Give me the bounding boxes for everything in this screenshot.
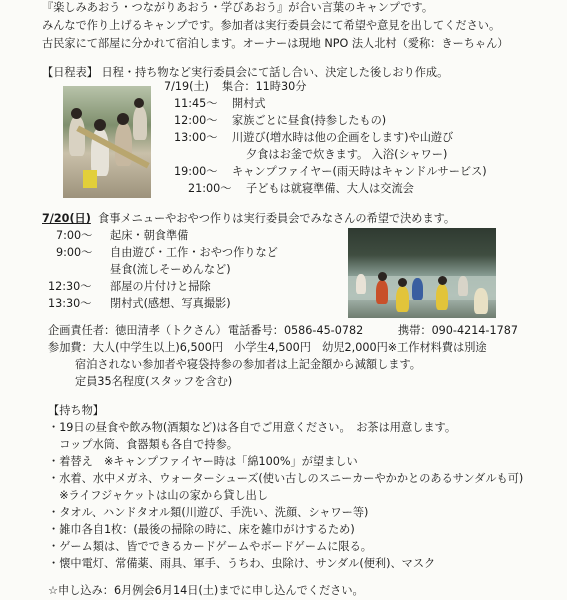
day1-text-2: 家族ごとに昼食(持参したもの) [232, 114, 387, 127]
day2-text-1: 起床・朝食準備 [110, 229, 189, 242]
day2-text-3: 昼食(流しそーめんなど) [110, 263, 231, 276]
day1-text-1: 開村式 [232, 97, 266, 110]
schedule-header: 【日程表】 日程・持ち物など実行委員会にて話し合い、決定した後しおり作成。 [42, 66, 449, 79]
day1-text-6: 子どもは就寝準備、大人は交流会 [246, 182, 414, 195]
belongings-line-1: ・19日の昼食や飲み物(酒類など)は各自でご用意ください。 お茶は用意します。 [48, 421, 457, 434]
capacity: 定員35名程度(スタッフを含む) [75, 375, 233, 388]
day2-text-4: 部屋の片付けと掃除 [110, 280, 211, 293]
belongings-line-3: ・着替え ※キャンプファイヤー時は「綿100%」が望ましい [48, 455, 358, 468]
intro-line-1: 『楽しみあおう・つながりあおう・学びあおう』が合い言葉のキャンプです。 [42, 1, 434, 14]
day2-time-4: 12:30〜 [48, 280, 92, 293]
day1-text-3: 川遊び(増水時は他の企画をします)や山遊び [232, 131, 454, 144]
day1-time-3: 13:00〜 [174, 131, 218, 144]
day2-time-1: 7:00〜 [56, 229, 93, 242]
day1-time-5: 19:00〜 [174, 165, 218, 178]
application-note: ☆申し込み：6月例会6月14日(土)までに申し込んでください。 [48, 584, 364, 597]
day1-gather: 集合：11時30分 [222, 80, 307, 93]
belongings-header: 【持ち物】 [48, 404, 104, 417]
belongings-line-4: ・水着、水中メガネ、ウォーターシューズ(使い古しのスニーカーやかかとのあるサンダルも可) [48, 472, 524, 485]
day2-note: 食事メニューやおやつ作りは実行委員会でみなさんの希望で決めます。 [98, 212, 456, 225]
fee-note: 宿泊されない参加者や寝袋持参の参加者は上記金額から減額します。 [75, 358, 421, 371]
day2-date: 7/20(日) [42, 212, 91, 225]
responsible-person: 企画責任者：徳田清孝（トクさん） [48, 324, 227, 337]
day1-time-2: 12:00〜 [174, 114, 218, 127]
intro-line-3: 古民家にて部屋に分かれて宿泊します。オーナーは現地 NPO 法人北村（愛称：きーちゃん） [42, 37, 509, 50]
belongings-line-6: ・タオル、ハンドタオル類(川遊び、手洗い、洗顔、シャワー等) [48, 506, 369, 519]
day1-text-5: キャンプファイヤー(雨天時はキャンドルサービス) [232, 165, 487, 178]
day2-time-5: 13:30〜 [48, 297, 92, 310]
belongings-line-9: ・懐中電灯、常備薬、雨具、軍手、うちわ、虫除け、サンダル(便利)、マスク [48, 557, 436, 570]
day2-text-5: 閉村式(感想、写真撮影) [110, 297, 231, 310]
fee-line: 参加費：大人(中学生以上)6,500円 小学生4,500円 幼児2,000円※工作材料費は別途 [48, 341, 487, 354]
intro-line-2: みんなで作り上げるキャンプです。参加者は実行委員会にて希望や意見を出してください。 [42, 19, 501, 32]
photo-children-bamboo [63, 86, 151, 198]
day1-date: 7/19(土) [164, 80, 210, 93]
day1-time-6: 21:00〜 [188, 182, 232, 195]
phone-number: 電話番号：0586-45-0782 [228, 324, 364, 337]
day2-text-2: 自由遊び・工作・おやつ作りなど [110, 246, 278, 259]
mobile-number: 携帯：090-4214-1787 [398, 324, 518, 337]
day1-time-1: 11:45〜 [174, 97, 218, 110]
day1-text-4: 夕食はお釜で炊きます。 入浴(シャワー) [246, 148, 448, 161]
belongings-line-5: ※ライフジャケットは山の家から貸し出し [48, 489, 269, 502]
belongings-line-2: コップ水筒、食器類も各自で持参。 [48, 438, 238, 451]
belongings-line-8: ・ゲーム類は、皆でできるカードゲームやボードゲームに限る。 [48, 540, 372, 553]
belongings-line-7: ・雑巾各自1枚：(最後の掃除の時に、床を雑巾がけするため) [48, 523, 355, 536]
day2-time-2: 9:00〜 [56, 246, 93, 259]
photo-river-play [348, 228, 496, 318]
